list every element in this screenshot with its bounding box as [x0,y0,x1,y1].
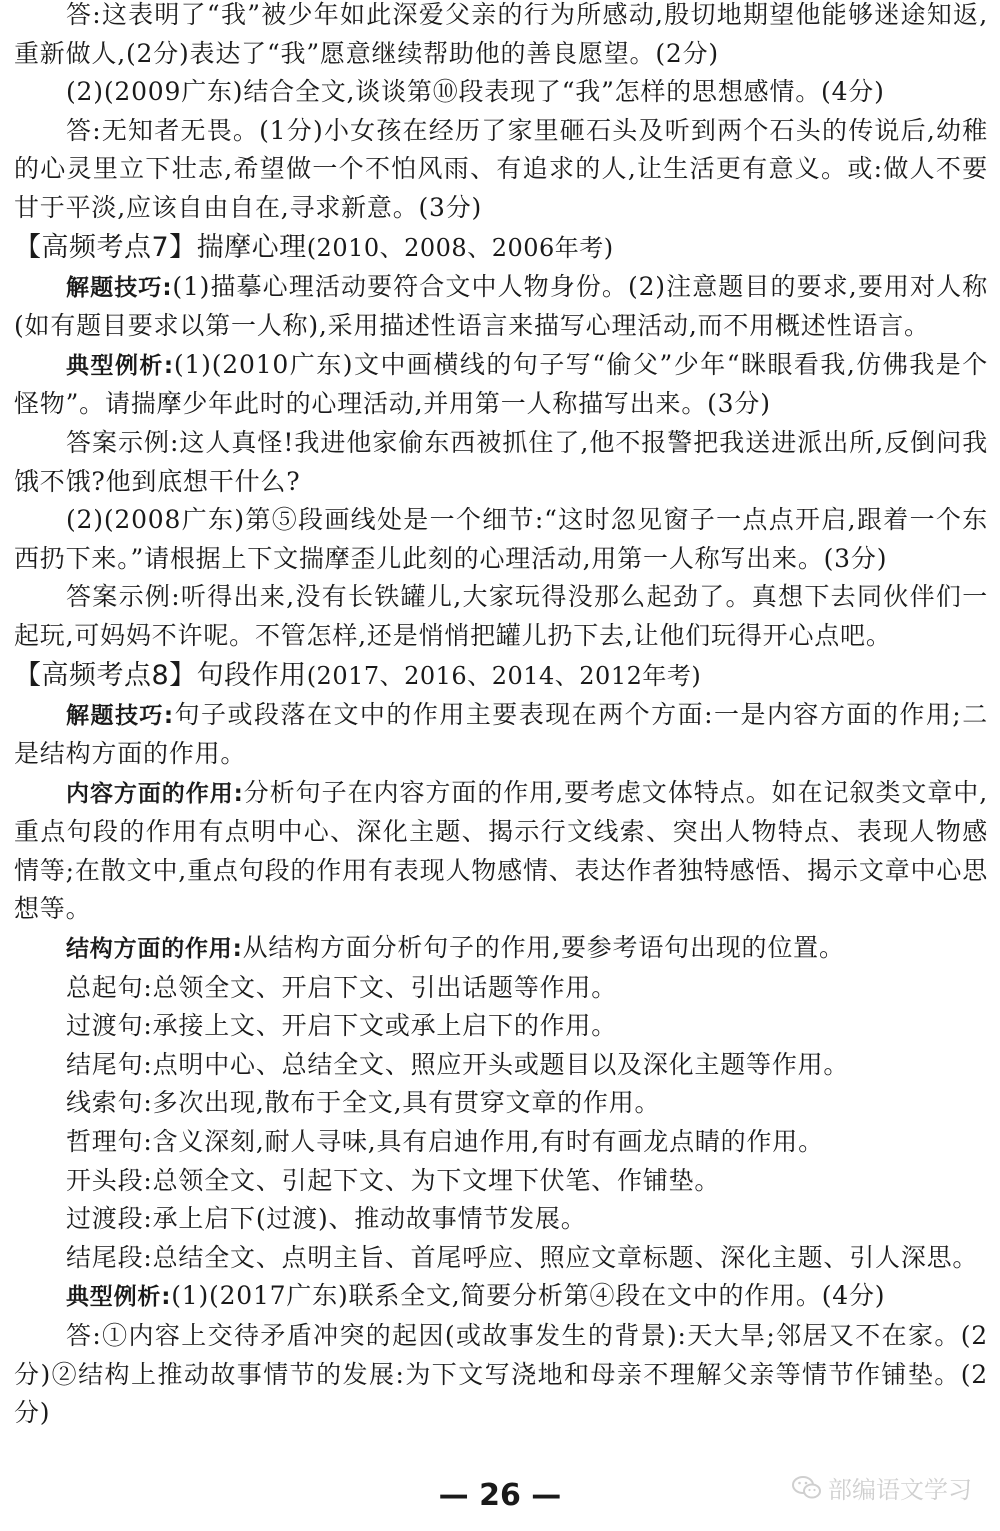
paragraph-text: 开头段:总领全文、引起下文、为下文埋下伏笔、作铺垫。 [66,1165,721,1195]
paragraph-text: 总起句:总领全文、开启下文、引出话题等作用。 [66,972,618,1002]
paragraph [14,1277,988,1317]
section-heading-years: (2010、2008、2006年考) [306,233,614,262]
paragraph [14,1200,988,1239]
paragraph [14,0,988,73]
paragraph [14,774,988,929]
paragraph-text: (1)描摹心理活动要符合文中人物身份。(2)注意题目的要求,要用对人称(如有题目要求以第一人称),采用描述性语言来描写心理活动,而不用概述性语言。 [14,271,989,341]
paragraph-text: (1)(2010广东)文中画横线的句子写“偷父”少年“眯眼看我,仿佛我是个怪物”。请揣摩少年此时的心理活动,并用第一人称描写出来。(3分) [14,349,989,419]
page-content [14,0,988,1433]
watermark [792,1470,972,1505]
paragraph-lead: 典型例析: [66,352,174,379]
paragraph [14,1162,988,1201]
paragraph-text: (1)(2017广东)联系全文,简要分析第④段在文中的作用。(4分) [171,1281,886,1311]
paragraph-text: 答:①内容上交待矛盾冲突的起因(或故事发生的背景):天大旱;邻居又不在家。(2分)②结构上推动故事情节的发展:为下文写浇地和母亲不理解父亲等情节作铺垫。(2分) [14,1321,988,1428]
paragraph-text: 从结构方面分析句子的作用,要参考语句出现的位置。 [242,933,845,963]
paragraph-lead: 解题技巧: [66,274,173,301]
paragraph-lead: 解题技巧: [66,702,174,729]
paragraph-text: 过渡句:承接上文、开启下文或承上启下的作用。 [66,1011,618,1041]
paragraph [14,929,988,969]
paragraph-lead: 内容方面的作用: [66,780,244,807]
paragraph [14,501,988,578]
section-heading-years: (2017、2016、2014、2012年考) [306,661,702,690]
section-heading-label: 【高频考点8】句段作用 [14,659,307,691]
paragraph-lead: 典型例析: [66,1284,172,1311]
paragraph-text: 句子或段落在文中的作用主要表现在两个方面:一是内容方面的作用;二是结构方面的作用。 [14,699,988,769]
paragraph [14,73,988,112]
section-heading [14,656,988,696]
paragraph [14,1123,988,1162]
watermark-text: 部编语文学习 [828,1476,972,1504]
paragraph-text: 答:无知者无畏。(1分)小女孩在经历了家里砸石头及听到两个石头的传说后,幼稚的心灵里立下壮志,希望做一个不怕风雨、有追求的人,让生活更有意义。或:做人不要甘于平淡,应该自由自在,寻求新意。(3分) [14,115,988,222]
paragraph-text: 答:这表明了“我”被少年如此深爱父亲的行为所感动,殷切地期望他能够迷途知返,重新做人,(2分)表达了“我”愿意继续帮助他的善良愿望。(2分) [14,0,988,68]
paragraph-text: 答案示例:听得出来,没有长铁罐儿,大家玩得没那么起劲了。真想下去同伙伴们一起玩,可妈妈不许呢。不管怎样,还是悄悄把罐儿扔下去,让他们玩得开心点吧。 [14,582,988,650]
paragraph-text: 结尾句:点明中心、总结全文、照应开头或题目以及深化主题等作用。 [66,1049,850,1079]
paragraph [14,424,988,501]
section-heading-label: 【高频考点7】揣摩心理 [14,231,307,263]
paragraph [14,1046,988,1085]
page-number: — 26 — [438,1478,562,1513]
section-heading [14,228,988,268]
paragraph [14,1239,988,1278]
paragraph-text: (2)(2009广东)结合全文,谈谈第⑩段表现了“我”怎样的思想感情。(4分) [66,77,885,107]
paragraph-text: (2)(2008广东)第⑤段画线处是一个细节:“这时忽见窗子一点点开启,跟着一个东西扔下来。”请根据上下文揣摩歪儿此刻的心理活动,用第一人称写出来。(3分) [14,505,988,573]
paragraph [14,1317,988,1433]
wechat-icon [792,1475,822,1501]
paragraph [14,696,988,774]
paragraph [14,112,988,228]
paragraph-lead: 结构方面的作用: [66,936,243,963]
paragraph [14,578,988,655]
paragraph [14,268,988,346]
paragraph [14,346,988,424]
paragraph-text: 结尾段:总结全文、点明主旨、首尾呼应、照应文章标题、深化主题、引人深思。 [66,1242,979,1272]
paragraph-text: 哲理句:含义深刻,耐人寻味,具有启迪作用,有时有画龙点睛的作用。 [66,1127,824,1157]
paragraph-text: 答案示例:这人真怪!我进他家偷东西被抓住了,他不报警把我送进派出所,反倒问我饿不饿?他到底想干什么? [14,427,988,496]
paragraph-text: 线索句:多次出现,散布于全文,具有贯穿文章的作用。 [66,1088,661,1118]
paragraph [14,969,988,1008]
paragraph [14,1007,988,1046]
paragraph-text: 分析句子在内容方面的作用,要考虑文体特点。如在记叙类文章中,重点句段的作用有点明中心、深化主题、揭示行文线索、突出人物特点、表现人物感情等;在散文中,重点句段的作用有表现人物感情、表达作者独特感悟、揭示文章中心思想等。 [14,777,988,924]
paragraph [14,1084,988,1123]
paragraph-text: 过渡段:承上启下(过渡)、推动故事情节发展。 [66,1204,587,1234]
